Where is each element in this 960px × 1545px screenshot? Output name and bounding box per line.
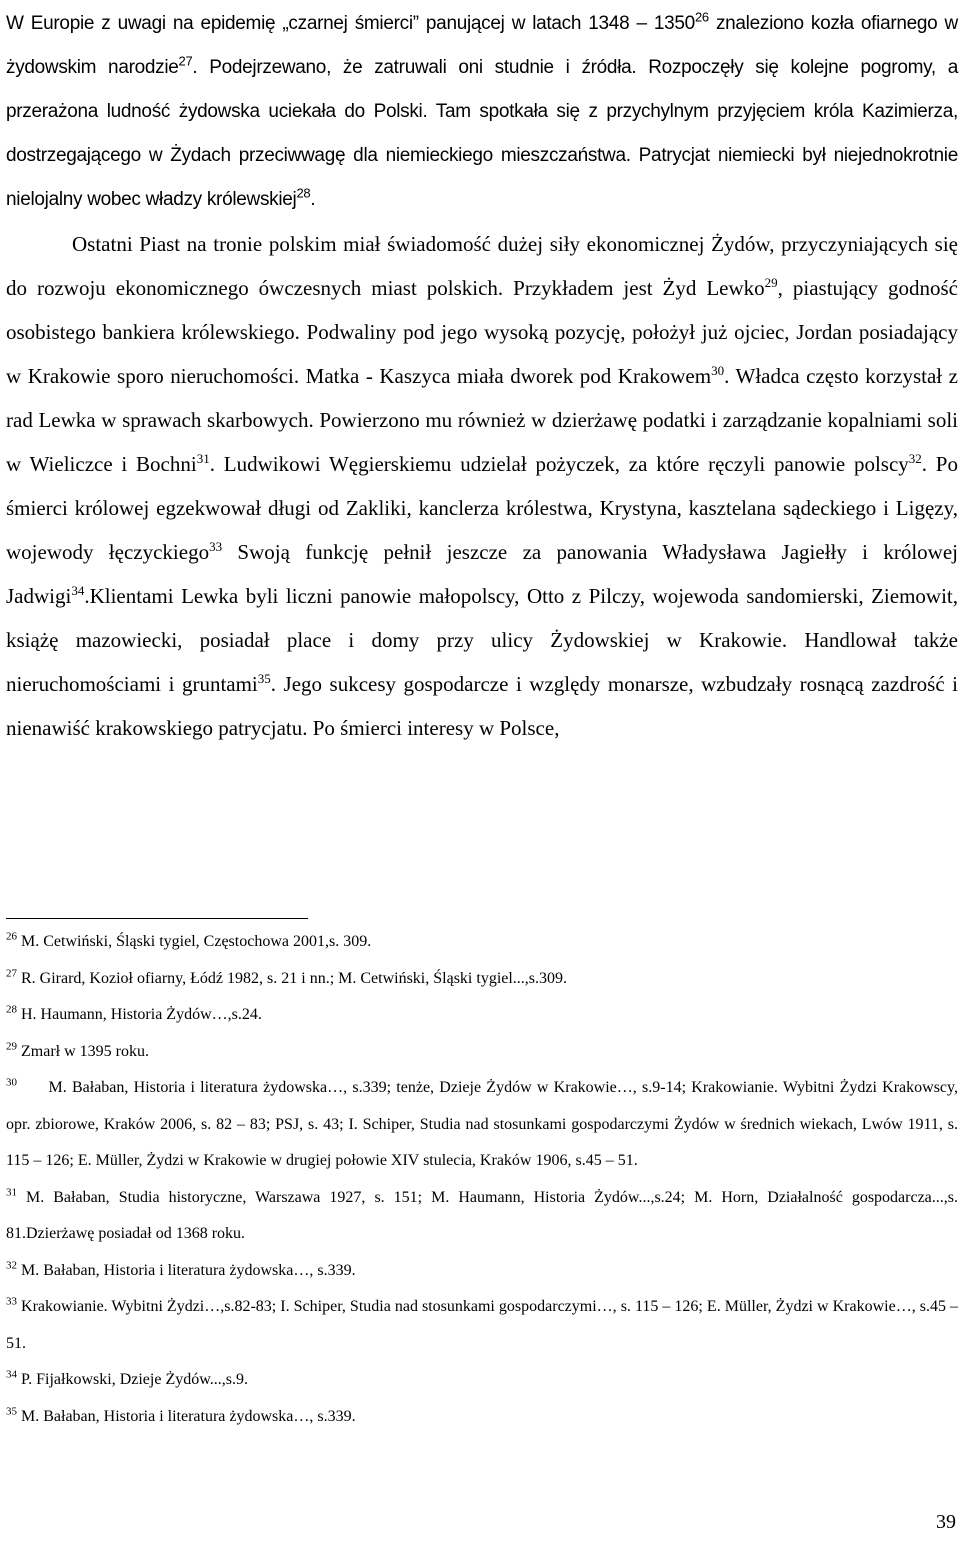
footnote-text: M. Cetwiński, Śląski tygiel, Częstochowa 2001,s. 309. <box>17 933 372 950</box>
footnote-text: Krakowianie. Wybitni Żydzi…,s.82-83; I. Schiper, Studia nad stosunkami gospodarczymi…, s. 115 – 126; E. Müller, Żydzi w Krakowie…, s.45 – 51. <box>6 1298 958 1352</box>
paragraph-2-text: . Jego sukcesy gospodarcze i względy monarsze, wzbudzały rosnącą zazdrość i nienawiść krakowskiego patrycjatu. Po śmierci interesy w Polsce, <box>6 672 958 740</box>
footnote-text: Zmarł w 1395 roku. <box>17 1042 149 1060</box>
footnote-ref: 35 <box>257 671 271 686</box>
footnote-text: M. Bałaban, Studia historyczne, Warszawa 1927, s. 151; M. Haumann, Historia Żydów...,s.24; M. Horn, Działalność gospodarcza...,s. 81.Dzierżawę posiadał od 1368 roku. <box>6 1188 958 1242</box>
footnote <box>6 1180 958 1253</box>
paragraph-1-text: . <box>310 189 316 210</box>
footnote-text: M. Bałaban, Historia i literatura żydowska…, s.339. <box>17 1407 356 1425</box>
footnote-ref: 29 <box>764 275 778 290</box>
paragraph-2-text: . Ludwikowi Węgierskiemu udzielał pożyczek, za które ręczyli panowie polscy <box>209 452 909 476</box>
footnote <box>6 1289 958 1362</box>
main-text <box>6 2 958 750</box>
footnote-ref: 26 <box>694 9 709 25</box>
paragraph-1-text: W Europie z uwagi na epidemię „czarnej śmierci” panującej w latach 1348 – 1350 <box>6 13 695 34</box>
footnote-number: 34 <box>6 1368 17 1381</box>
footnote-number: 28 <box>6 1003 17 1016</box>
footnote <box>6 1399 958 1436</box>
footnote-text: R. Girard, Kozioł ofiarny, Łódź 1982, s. 21 i nn.; M. Cetwiński, Śląski tygiel...,s.309. <box>17 969 568 987</box>
paragraph-1-text: . Podejrzewano, że zatruwali oni studnie i źródła. Rozpoczęły się kolejne pogromy, a przerażona ludność żydowska uciekała do Polski. Tam spotkała się z przychylnym przyjęciem króla Kazimierza, dostrzegającego w Żydach przeciwwagę dla niemieckiego mieszczaństwa. Patrycjat niemiecki był niejednokrotnie nielojalny wobec władzy królewskiej <box>6 57 958 210</box>
footnote-number: 32 <box>6 1259 17 1272</box>
footnote <box>6 1362 958 1399</box>
footnote-number: 27 <box>6 967 17 980</box>
footnote <box>6 924 958 961</box>
footnote-ref: 33 <box>209 539 223 554</box>
footnote <box>6 961 958 998</box>
page-number: 39 <box>936 1511 956 1533</box>
footnote-text: H. Haumann, Historia Żydów…,s.24. <box>17 1006 262 1023</box>
paragraph-1-text: znaleziono kozła ofiarnego w żydowskim narodzie <box>6 13 958 78</box>
footnote-ref: 28 <box>296 185 311 201</box>
footnote-text: M. Bałaban, Historia i literatura żydowska…, s.339; tenże, Dzieje Żydów w Krakowie…, s.9-14; Krakowianie. Wybitni Żydzi Krakowscy, opr. zbiorowe, Kraków 2006, s. 82 – 83; PSJ, s. 43; I. Schiper, Studia nad stosunkami gospodarczymi Żydów w średnich wiekach, Lwów 1911, s. 115 – 126; E. Müller, Żydzi w Krakowie w drugiej połowie XIV stulecia, Kraków 1906, s.45 – 51. <box>6 1079 958 1169</box>
footnote-ref: 27 <box>178 53 193 69</box>
paragraph-2-text: Swoją funkcję pełnił jeszcze za panowania Władysława Jagiełły i królowej Jadwigi <box>6 540 958 608</box>
footnote-number: 30 <box>6 1076 17 1089</box>
footnote-separator <box>6 918 308 919</box>
footnote-text: P. Fijałkowski, Dzieje Żydów...,s.9. <box>17 1371 248 1388</box>
footnote-number: 26 <box>6 930 17 943</box>
paragraph-2-text: Ostatni Piast na tronie polskim miał świadomość dużej siły ekonomicznej Żydów, przyczyniających się do rozwoju ekonomicznego ówczesnych miast polskich. Przykładem jest Żyd Lewko <box>6 232 958 300</box>
paragraph-2 <box>6 222 958 750</box>
paragraph-1 <box>6 2 958 222</box>
footnote <box>6 997 958 1034</box>
footnote-number: 35 <box>6 1405 17 1418</box>
footnote-number: 31 <box>6 1186 17 1199</box>
footnotes <box>6 924 958 1435</box>
paragraph-2-text: .Klientami Lewka byli liczni panowie małopolscy, Otto z Pilczy, wojewoda sandomierski, Ziemowit, książę mazowiecki, posiadał place i domy przy ulicy Żydowskiej w Krakowie. Handlował także nieruchomościami i gruntami <box>6 584 958 696</box>
paragraph-2-text: . Władca często korzystał z rad Lewka w sprawach skarbowych. Powierzono mu również w dzierżawę podatki i zarządzanie kopalniami soli w Wieliczce i Bochni <box>6 364 959 476</box>
footnote-number: 33 <box>6 1295 17 1308</box>
footnote <box>6 1070 958 1180</box>
paragraph-2-text: . Po śmierci królowej egzekwował długi od Zakliki, kanclerza królestwa, Krystyna, kasztelana sądeckiego i Ligęzy, wojewody łęczyckiego <box>6 452 958 564</box>
footnote-ref: 32 <box>908 451 922 466</box>
footnote-text: M. Bałaban, Historia i literatura żydowska…, s.339. <box>17 1261 356 1279</box>
footnote-ref: 31 <box>196 451 210 466</box>
footnote-ref: 30 <box>711 363 725 378</box>
footnote <box>6 1034 958 1071</box>
footnote-number: 29 <box>6 1040 17 1053</box>
paragraph-2-text: , piastujący godność osobistego bankiera królewskiego. Podwaliny pod jego wysoką pozycję, położył już ojciec, Jordan posiadający w Krakowie sporo nieruchomości. Matka - Kaszyca miała dworek pod Krakowem <box>6 276 958 388</box>
footnote <box>6 1253 958 1290</box>
footnote-ref: 34 <box>71 583 85 598</box>
